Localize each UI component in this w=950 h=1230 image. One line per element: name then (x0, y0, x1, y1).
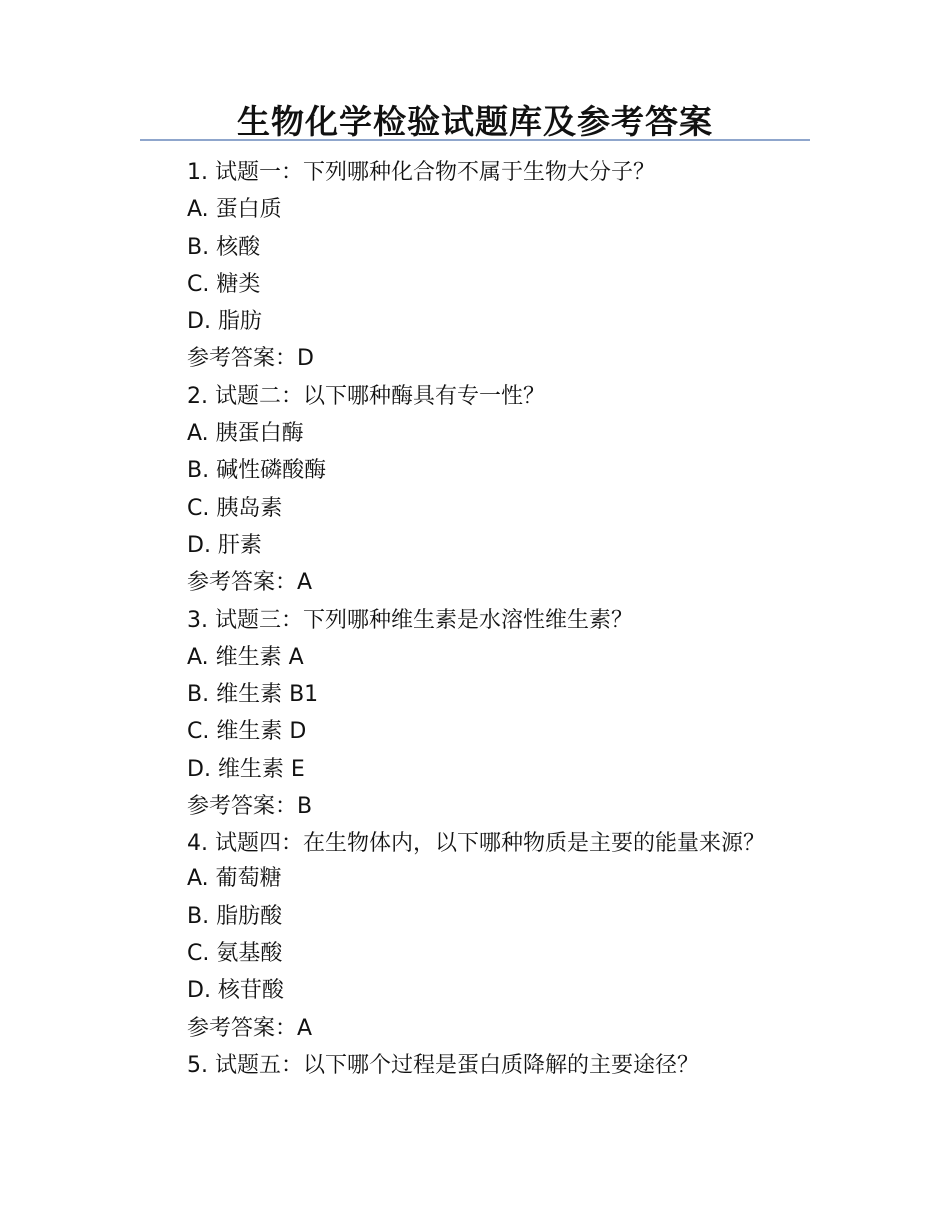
question-4: 4. 试题四：在生物体内，以下哪种物质是主要的能量来源？ (187, 831, 765, 857)
option-line: C. 氨基酸 (187, 940, 283, 966)
option-line: A. 维生素 A (187, 644, 304, 670)
option-line: B. 维生素 B1 (187, 682, 319, 708)
option-line: D. 肝素 (187, 532, 262, 558)
title-underline (140, 139, 810, 141)
option-line: B. 核酸 (187, 234, 261, 260)
question-5: 5. 试题五：以下哪个过程是蛋白质降解的主要途径？ (187, 1052, 699, 1078)
option-line: B. 脂肪酸 (187, 903, 283, 929)
document-title: 生物化学检验试题库及参考答案 (237, 102, 713, 141)
question-2: 2. 试题二：以下哪种酶具有专一性？ (187, 383, 545, 409)
question-1: 1. 试题一：下列哪种化合物不属于生物大分子？ (187, 160, 655, 185)
option-line: A. 葡萄糖 (187, 866, 282, 892)
option-line: A. 胰蛋白酶 (187, 421, 304, 447)
option-line: B. 碱性磷酸酶 (187, 458, 327, 484)
option-line: C. 维生素 D (187, 719, 307, 745)
option-line: C. 胰岛素 (187, 495, 283, 521)
document-body (140, 154, 810, 1084)
option-line: D. 脂肪 (187, 309, 262, 335)
answer-line: 参考答案：B (187, 794, 313, 820)
answer-line: 参考答案：A (187, 570, 313, 596)
option-line: D. 核苷酸 (187, 978, 284, 1004)
answer-line: 参考答案：D (187, 346, 314, 372)
answer-line: 参考答案：A (187, 1015, 313, 1041)
option-line: C. 糖类 (187, 271, 261, 297)
question-3: 3. 试题三：下列哪种维生素是水溶性维生素？ (187, 607, 633, 633)
option-line: D. 维生素 E (187, 756, 305, 782)
option-line: A. 蛋白质 (187, 197, 282, 223)
